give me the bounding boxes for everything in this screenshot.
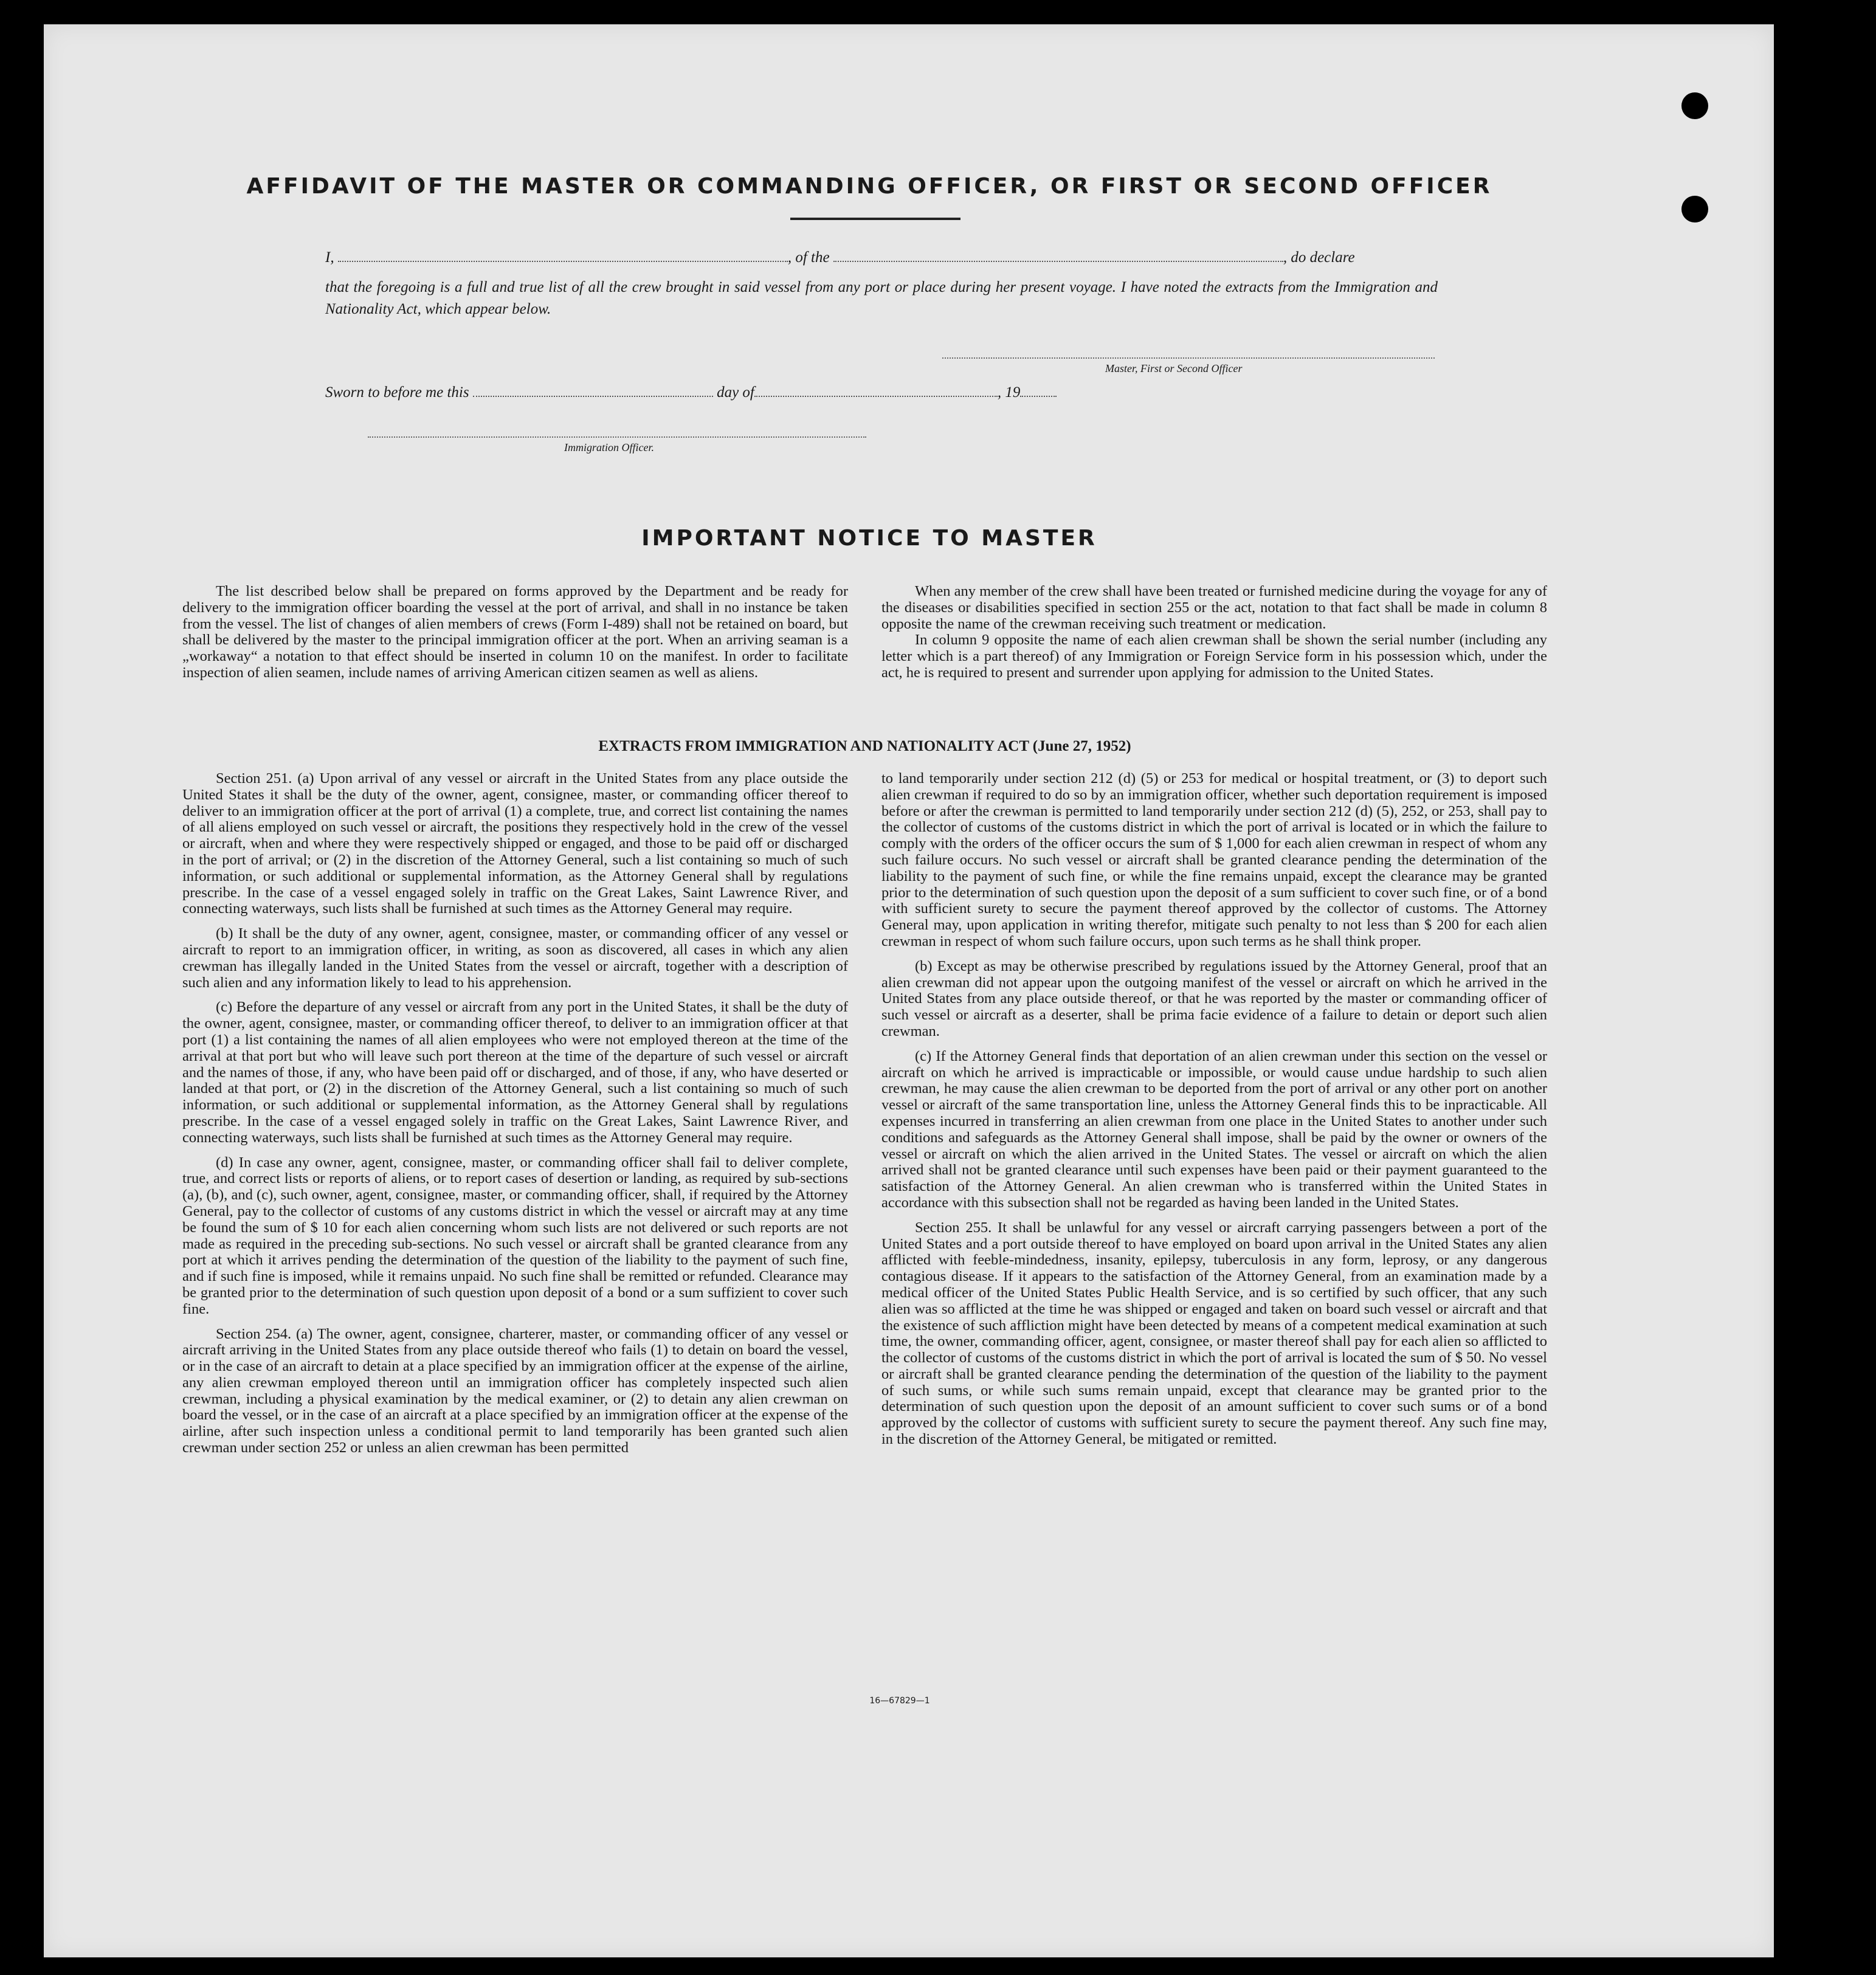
- section-251b: (b) It shall be the duty of any owner, agent, consignee, master, or commanding officer of any vessel or aircraft to report to an immigration officer, in writing, as soon as discovered, all cases in which any alien crewman has illegally landed in the United States from the vessel or aircraft, together with a description of such alien and any information likely to lead to his apprehension.: [182, 925, 848, 991]
- punch-hole-bottom: [1681, 196, 1708, 222]
- officer-signature-line[interactable]: [942, 357, 1435, 359]
- declaration-line: [325, 249, 1438, 266]
- notice-title: IMPORTANT NOTICE TO MASTER: [641, 526, 1097, 551]
- extracts-heading: EXTRACTS FROM IMMIGRATION AND NATIONALITY ACT (June 27, 1952): [598, 738, 1131, 754]
- sworn-line: [325, 384, 1057, 401]
- year-prefix: , 19: [997, 384, 1021, 401]
- section-255: Section 255. It shall be unlawful for any vessel or aircraft carrying passengers between a port of the United States and a port outside thereof to have employed on board upon arrival in the United States any alien afflicted with feeble-mindedness, insanity, epilepsy, tuberculosis in any form, leprosy, or any dangerous contagious disease. If it appears to the satisfaction of the Attorney General, from an examination made by a medical officer of the United States Public Health Service, and is so certified by such officer, that any such alien was so afflicted at the time he was shipped or engaged and taken on board such vessel or aircraft and that the existence of such affliction might have been detected by means of a competent medical examination at such time, the owner, commanding officer, agent, consignee, or master thereof shall pay for each alien so afflicted to the collector of customs of the customs district in which the port of arrival is located the sum of $ 50. No vessel or aircraft shall be granted clearance pending the determination of the question of the liability to the payment of such sums, or while such sums remain unpaid, except that clearance may be granted prior to the determination of such question upon the deposit of an amount sufficient to cover such sums or of a bond approved by the collector of customs with sufficient surety to secure the payment thereof. Any such fine may, in the discretion of the Attorney General, be mitigated or remitted.: [881, 1219, 1547, 1448]
- extracts-right-column: [881, 771, 1547, 1448]
- name-blank[interactable]: [338, 250, 788, 262]
- declaration-statement: that the foregoing is a full and true list of all the crew brought in said vessel from any port or place during her present voyage. I have noted the extracts from the Immigration and Nationality Act, which appear below.: [325, 279, 1438, 317]
- extracts-left-column: [182, 771, 848, 1456]
- section-254a-continued: to land temporarily under section 212 (d) (5) or 253 for medical or hospital treatment, or (3) to deport such alien crewman if required to do so by an immigration officer, whether such deportation requirement is imposed before or after the crewman is permitted to land temporarily under section 212 (d) (5), 252, or 253, shall pay to the collector of customs of the customs district in which the port of arrival is located or in which the failure to comply with the orders of the officer occurs the sum of $ 1,000 for each alien crewman in respect of whom any such failure occurs. No such vessel or aircraft shall be granted clearance pending the determination of the liability to the payment of such fine, or while the fine remains unpaid, except the clearance may be granted prior to the determination of such question upon the deposit of a sum sufficient to cover such fine, or of a bond with sufficient surety to secure the payment thereof approved by the collector of customs. The Attorney General may, upon application in writing therefor, mitigate such penalty to not less than $ 200 for each alien crewman in respect of whom such failure occurs, upon such terms as he shall think proper.: [881, 770, 1547, 950]
- sworn-day-blank[interactable]: [473, 385, 713, 397]
- section-251d: (d) In case any owner, agent, consignee, master, or commanding officer shall fail to deliver complete, true, and correct lists or reports of aliens, or to report cases of desertion or landing, as required by sub-sections (a), (b), and (c), such owner, agent, consignee, master, or commanding officer, shall, if required by the Attorney General, pay to the collector of customs of any customs district in which the vessel or aircraft may at any time be found the sum of $ 10 for each alien concerning whom such lists are not delivered or such reports are not made as required in the preceding sub-sections. No such vessel or aircraft shall be granted clearance from any port at which it arrives pending the determination of the question of the liability to the payment of such fine, and if such fine is imposed, while it remains unpaid. No such fine shall be remitted or refunded. Clearance may be granted prior to the determination of such question upon deposit of a bond or a sum suffizient to cover such fine.: [182, 1154, 848, 1317]
- immigration-officer-signature-line[interactable]: [368, 436, 866, 438]
- title-underline: [790, 218, 960, 220]
- punch-hole-top: [1681, 92, 1708, 119]
- section-251a: Section 251. (a) Upon arrival of any vessel or aircraft in the United States from any place outside the United States it shall be the duty of the owner, agent, consignee, master, or commanding officer thereof to deliver to an immigration officer at the port of arrival (1) a complete, true, and correct list containing the names of all aliens employed on such vessel or aircraft, the positions they respectively hold in the crew of the vessel or aircraft, when and where they were respectively shipped or engaged, and those to be paid off or discharged in the port of arrival; or (2) in the discretion of the Attorney General, such a list containing so much of such information, or such additional or supplemental information, as the Attorney General shall by regulations prescribe. In the case of a vessel engaged solely in traffic on the Great Lakes, Saint Lawrence River, and connecting waterways, such lists shall be furnished at such times as the Attorney General may require.: [182, 770, 848, 917]
- month-blank[interactable]: [754, 385, 998, 397]
- notice-right-paragraph-2: In column 9 opposite the name of each alien crewman shall be shown the serial number (including any letter which is a part thereof) of any Immigration or Foreign Service form in his possession which, under the act, he is required to present and surrender upon applying for admission to the United States.: [881, 632, 1547, 681]
- section-254c: (c) If the Attorney General finds that deportation of an alien crewman under this section on the vessel or aircraft on which he arrived is impracticable or impossible, or would cause undue hardship to such alien crewman, he may cause the alien crewman to be deported from the port of arrival or any other port on another vessel or aircraft of the same transportation line, unless the Attorney General finds this to be inpracticable. All expenses incurred in transferring an alien crewman from one place in the United States to another under such conditions and safeguards as the Attorney General shall impose, shall be paid by the owner or owners of the vessel or aircraft on which the alien arrived in the United States. The vessel or aircraft on which the alien arrived shall not be granted clearance until such expenses have been paid or their payment guaranteed to the satisfaction of the Attorney General. An alien crewman who is transferred within the United States in accordance with this subsection shall not be regarded as having been landed in the United States.: [881, 1047, 1547, 1211]
- form-number: 16—67829—1: [869, 1696, 930, 1706]
- year-blank[interactable]: [1020, 385, 1057, 397]
- of-the-label: , of the: [787, 249, 830, 266]
- notice-left-paragraph: The list described below shall be prepared on forms approved by the Department and be ready for delivery to the immigration officer boarding the vessel at the port of arrival, and shall in no instance be taken from the vessel. The list of changes of alien members of crews (Form I-489) shall not be retained on board, but shall be delivered by the master to the principal immigration officer at the port. When an arriving seaman is a „workaway“ a notation to that effect should be inserted in column 10 on the manifest. In order to facilitate inspection of alien seamen, include names of arriving American citizen seamen as well as aliens.: [182, 583, 848, 681]
- section-254a: Section 254. (a) The owner, agent, consignee, charterer, master, or commanding officer of any vessel or aircraft arriving in the United States from any place outside thereof who fails (1) to detain on board the vessel, or in the case of an aircraft to detain at a place specified by an immigration officer at the expense of the airline, any alien crewman employed thereon until an immigration officer has completely inspected such alien crewman, including a physical examination by the medical examiner, or (2) to detain any alien crewman on board the vessel, or in the case of an aircraft at a place specified by an immigration officer at the expense of the airline, after such inspection unless a conditional permit to land temporarily has been granted such alien crewman under section 252 or unless an alien crewman has been permitted: [182, 1325, 848, 1456]
- day-of-label: day of: [717, 384, 754, 401]
- officer-signature-label: Master, First or Second Officer: [1105, 362, 1243, 374]
- section-254b: (b) Except as may be otherwise prescribed by regulations issued by the Attorney General, proof that an alien crewman did not appear upon the outgoing manifest of the vessel or aircraft on which he arrived in the United States from any place outside thereof, or that he was reported by the master or commanding officer of such vessel or aircraft as a deserter, shall be prima facie evidence of a failure to detain or deport such alien crewman.: [881, 957, 1547, 1039]
- section-251c: (c) Before the departure of any vessel or aircraft from any port in the United States, it shall be the duty of the owner, agent, consignee, master, or commanding officer thereof, to deliver to an immigration officer at that port (1) a list containing the names of all alien employees who were not employed thereon at the time of the arrival at that port but who will leave such port thereon at the time of the departure of such vessel or aircraft and the names of those, if any, who have been paid off or discharged, and of those, if any, who have deserted or landed at that port, or (2) in the discretion of the Attorney General, such a list containing so much of such information, or such additional or supplemental information, as the Attorney General shall by regulations prescribe. In the case of a vessel engaged solely in traffic on the Great Lakes, Saint Lawrence River, and connecting waterways, such lists shall be furnished at such times as the Attorney General may require.: [182, 999, 848, 1146]
- vessel-blank[interactable]: [833, 250, 1283, 262]
- declare-i-label: I,: [325, 249, 334, 266]
- immigration-officer-label: Immigration Officer.: [564, 441, 654, 453]
- notice-right-paragraph-1: When any member of the crew shall have been treated or furnished medicine during the voyage for any of the diseases or disabilities specified in section 255 or the act, notation to that fact shall be made in column 8 opposite the name of the crewman receiving such treatment or medication.: [881, 583, 1547, 632]
- affidavit-title: AFFIDAVIT OF THE MASTER OR COMMANDING OFFICER, OR FIRST OR SECOND OFFICER: [246, 174, 1492, 199]
- notice-left-column: [182, 584, 848, 681]
- do-declare-label: , do declare: [1283, 249, 1355, 266]
- notice-right-column: [881, 584, 1547, 681]
- sworn-prefix: Sworn to before me this: [325, 384, 469, 401]
